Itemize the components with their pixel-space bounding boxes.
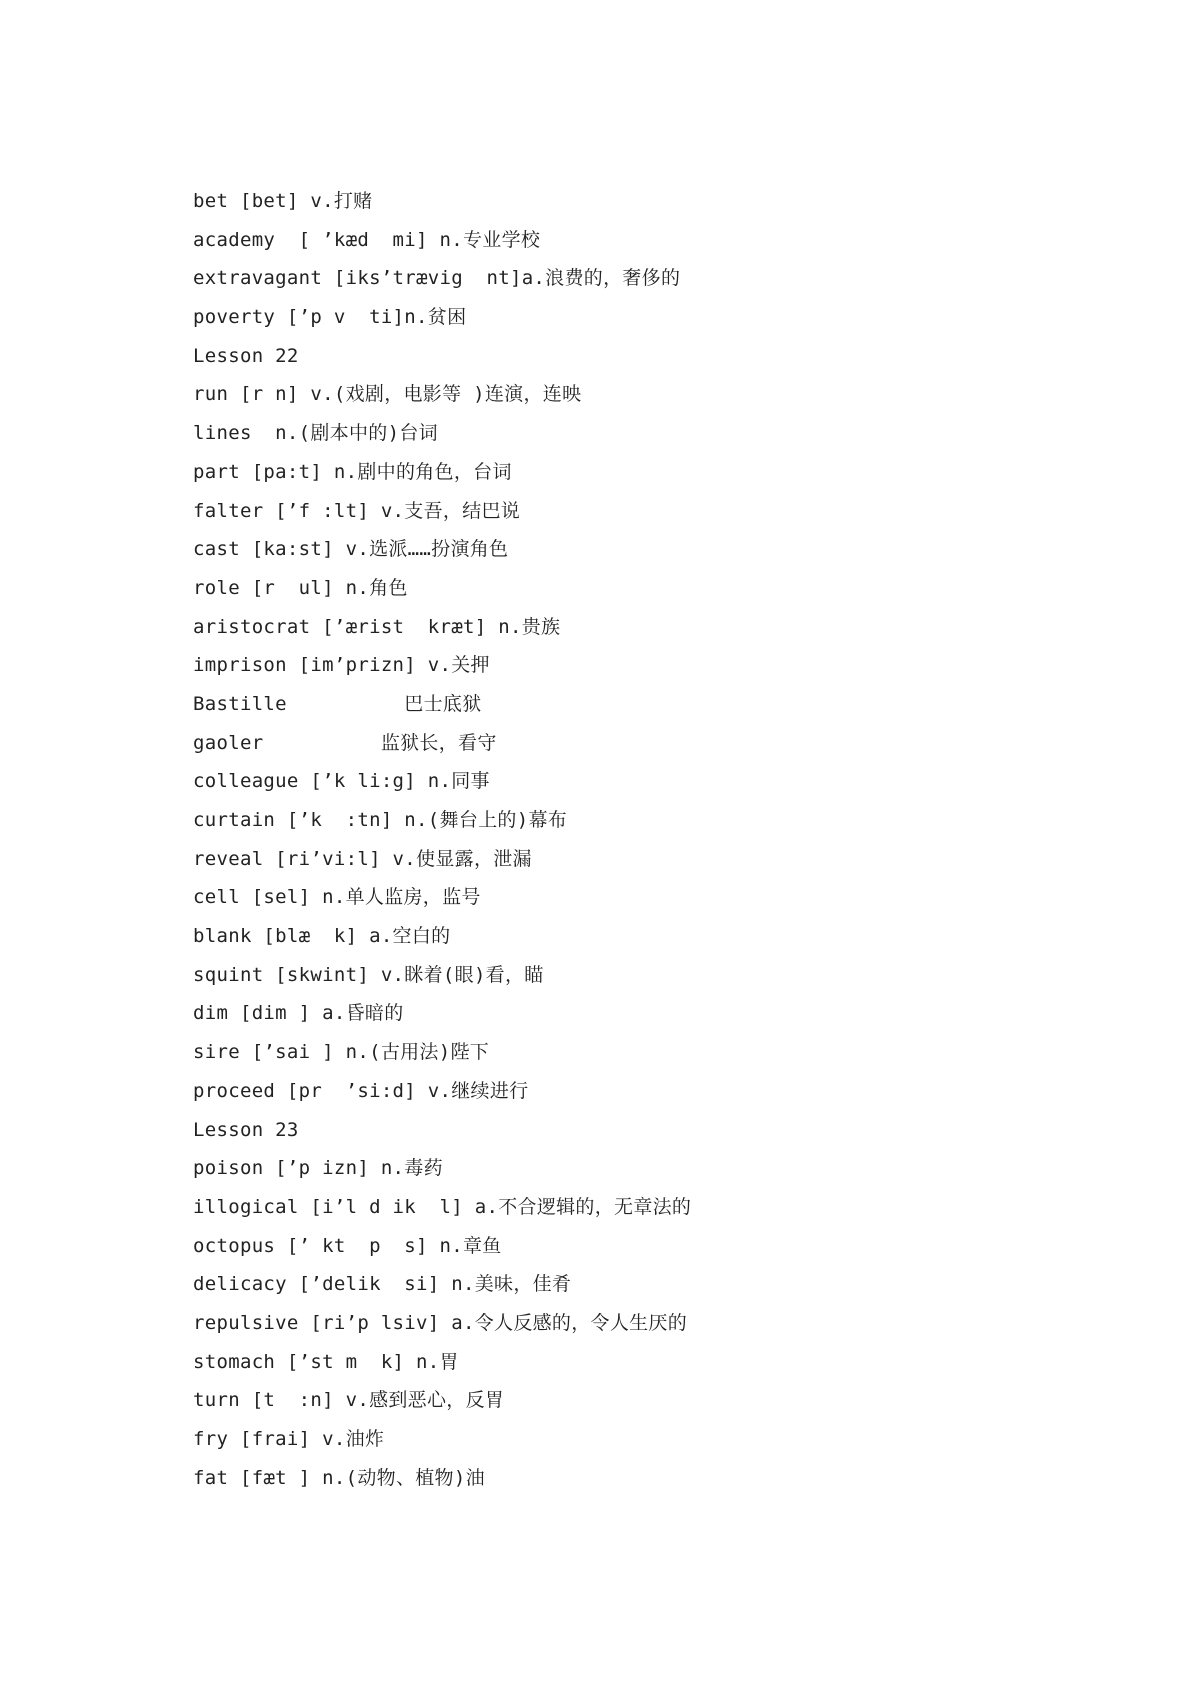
lesson-heading-22: Lesson 22: [193, 344, 299, 367]
vocab-entry-delicacy: delicacy [’delik si] n.美味，佳肴: [193, 1273, 572, 1296]
vocab-entry-aristocrat: aristocrat [’ærist kræt] n.贵族: [193, 615, 561, 638]
lesson-heading-23: Lesson 23: [193, 1118, 299, 1141]
vocab-entry-octopus: octopus [’ kt p s] n.章鱼: [193, 1234, 502, 1257]
vocab-entry-blank: blank [blæ k] a.空白的: [193, 925, 451, 948]
vocab-entry-poverty: poverty [’p v ti]n.贫困: [193, 306, 467, 329]
vocab-entry-repulsive: repulsive [ri’p lsiv] a.令人反感的，令人生厌的: [193, 1311, 688, 1334]
vocab-entry-gaoler: gaoler 监狱长，看守: [193, 731, 497, 754]
vocab-entry-cell: cell [sel] n.单人监房，监号: [193, 886, 481, 909]
vocab-entry-stomach: stomach [’st m k] n.胃: [193, 1350, 459, 1373]
vocab-entry-dim: dim [dim ] a.昏暗的: [193, 1002, 404, 1025]
vocab-entry-academy: academy [ ’kæd mi] n.专业学校: [193, 228, 541, 251]
vocab-entry-poison: poison [’p izn] n.毒药: [193, 1157, 443, 1180]
vocab-entry-colleague: colleague [’k li:g] n.同事: [193, 770, 490, 793]
vocab-entry-fat: fat [fæt ] n.(动物、植物)油: [193, 1466, 485, 1489]
vocabulary-list: [193, 182, 993, 1497]
vocab-entry-sire: sire [’sai ] n.(古用法)陛下: [193, 1041, 490, 1064]
vocab-entry-bastille: Bastille 巴士底狱: [193, 692, 482, 715]
vocab-entry-lines: lines n.(剧本中的)台词: [193, 422, 438, 445]
vocab-entry-run: run [r n] v.(戏剧，电影等 )连演，连映: [193, 383, 582, 406]
vocab-entry-bet: bet [bet] v.打赌: [193, 190, 373, 212]
vocab-entry-part: part [pa:t] n.剧中的角色，台词: [193, 460, 512, 483]
vocab-entry-squint: squint [skwint] v.眯着(眼)看，瞄: [193, 963, 544, 986]
vocab-entry-proceed: proceed [pr ’si:d] v.继续进行: [193, 1079, 529, 1102]
vocab-entry-reveal: reveal [ri’vi:l] v.使显露，泄漏: [193, 847, 532, 870]
vocab-entry-curtain: curtain [’k :tn] n.(舞台上的)幕布: [193, 809, 568, 831]
vocab-entry-cast: cast [ka:st] v.选派……扮演角色: [193, 538, 509, 561]
vocab-entry-imprison: imprison [im’prizn] v.关押: [193, 654, 490, 677]
vocab-entry-turn: turn [t :n] v.感到恶心，反胃: [193, 1389, 505, 1412]
vocab-entry-extravagant: extravagant [iks’trævig nt]a.浪费的，奢侈的: [193, 267, 681, 290]
vocab-entry-illogical: illogical [i’l d ik l] a.不合逻辑的，无章法的: [193, 1195, 692, 1218]
vocab-entry-falter: falter [’f :lt] v.支吾，结巴说: [193, 499, 521, 522]
vocab-entry-role: role [r ul] n.角色: [193, 576, 408, 599]
vocab-entry-fry: fry [frai] v.油炸: [193, 1428, 385, 1450]
